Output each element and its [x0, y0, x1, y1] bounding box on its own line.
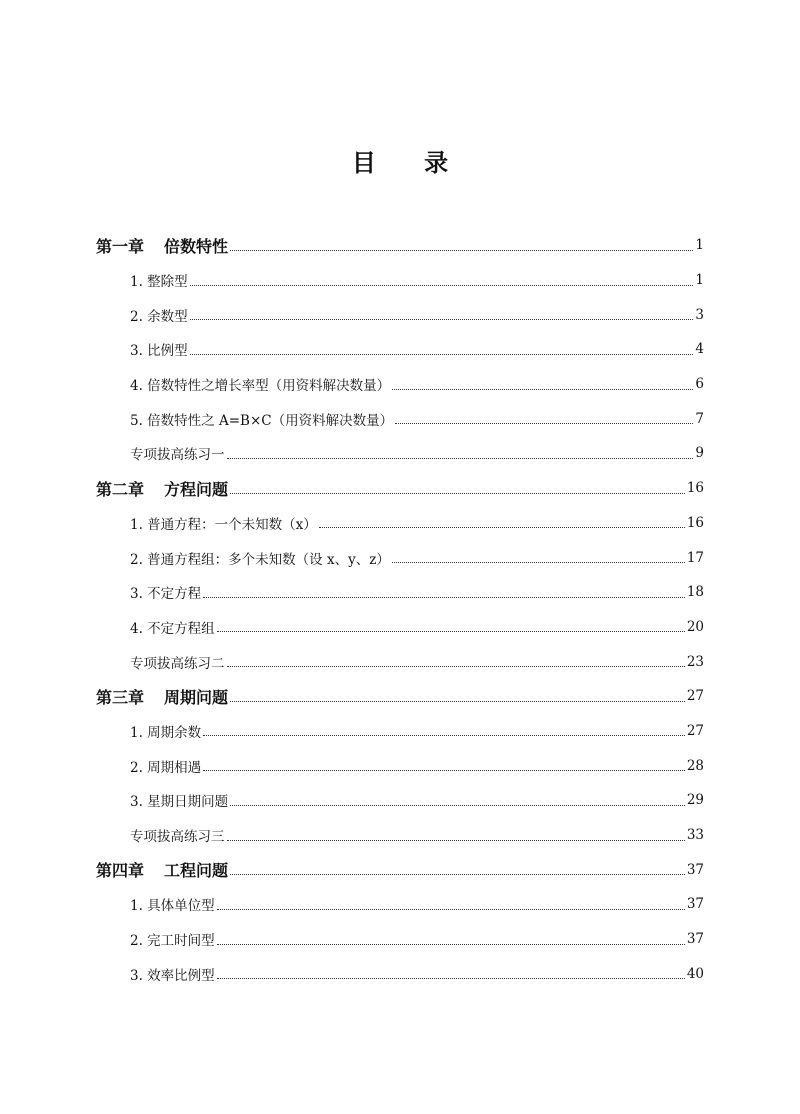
toc-section[interactable] — [0, 887, 800, 922]
dot-leader — [230, 250, 693, 251]
toc-section[interactable] — [0, 436, 800, 471]
toc-section[interactable] — [0, 367, 800, 402]
page-number: 9 — [695, 445, 704, 462]
toc-section[interactable] — [0, 575, 800, 610]
toc-section[interactable] — [0, 540, 800, 575]
section-title: 4. 不定方程组 — [130, 620, 215, 637]
dot-leader — [230, 701, 685, 702]
section-title: 2. 普通方程组：多个未知数（设 x、y、z） — [130, 551, 390, 568]
page-number: 33 — [686, 827, 704, 844]
page-number: 37 — [686, 931, 704, 948]
chapter-title: 周期问题 — [164, 687, 229, 707]
toc-section[interactable] — [0, 922, 800, 957]
page-number: 27 — [686, 722, 704, 739]
page-number: 40 — [686, 965, 704, 982]
dot-leader — [392, 389, 693, 390]
section-title: 专项拔高练习一 — [130, 447, 225, 464]
page-number: 37 — [686, 861, 704, 878]
page-number: 4 — [695, 341, 704, 358]
page-number: 16 — [686, 514, 704, 531]
chapter-title: 倍数特性 — [164, 236, 229, 256]
toc-section[interactable] — [0, 297, 800, 332]
toc-chapter-3[interactable] — [0, 679, 800, 714]
page-number: 28 — [686, 757, 704, 774]
section-title: 3. 比例型 — [130, 343, 188, 360]
section-title: 1. 具体单位型 — [130, 898, 215, 915]
chapter-number: 第一章 — [96, 236, 145, 256]
chapter-number: 第二章 — [96, 479, 145, 499]
dot-leader — [319, 527, 685, 528]
dot-leader — [203, 770, 685, 771]
toc-section[interactable] — [0, 401, 800, 436]
dot-leader — [203, 735, 685, 736]
page-number: 29 — [686, 792, 704, 809]
dot-leader — [190, 285, 694, 286]
toc-section[interactable] — [0, 783, 800, 818]
dot-leader — [227, 666, 685, 667]
toc-section[interactable] — [0, 263, 800, 298]
toc-section[interactable] — [0, 818, 800, 853]
section-title: 2. 余数型 — [130, 308, 188, 325]
section-title: 1. 普通方程：一个未知数（x） — [130, 516, 317, 533]
dot-leader — [190, 319, 694, 320]
dot-leader — [392, 562, 685, 563]
chapter-title: 方程问题 — [164, 479, 229, 499]
section-title: 2. 周期相遇 — [130, 759, 202, 776]
dot-leader — [227, 458, 694, 459]
section-title: 专项拔高练习三 — [130, 829, 225, 846]
page-title: 目 录 — [351, 148, 469, 177]
dot-leader — [217, 944, 685, 945]
table-of-contents — [0, 228, 800, 991]
page-number: 18 — [686, 584, 704, 601]
section-title: 4. 倍数特性之增长率型（用资料解决数量） — [130, 378, 391, 395]
toc-section[interactable] — [0, 714, 800, 749]
page-number: 16 — [686, 480, 704, 497]
dot-leader — [230, 874, 685, 875]
dot-leader — [203, 597, 685, 598]
dot-leader — [190, 354, 694, 355]
section-title: 3. 不定方程 — [130, 586, 202, 603]
toc-section[interactable] — [0, 332, 800, 367]
section-title: 3. 效率比例型 — [130, 967, 215, 984]
toc-chapter-4[interactable] — [0, 852, 800, 887]
section-title: 2. 完工时间型 — [130, 933, 215, 950]
toc-chapter-2[interactable] — [0, 471, 800, 506]
page-number: 1 — [695, 272, 704, 289]
chapter-number: 第四章 — [96, 861, 145, 881]
page-number: 17 — [686, 549, 704, 566]
dot-leader — [395, 423, 693, 424]
dot-leader — [230, 805, 685, 806]
chapter-title: 工程问题 — [164, 861, 229, 881]
page-number: 3 — [695, 306, 704, 323]
toc-section[interactable] — [0, 506, 800, 541]
page-number: 27 — [686, 688, 704, 705]
toc-section[interactable] — [0, 644, 800, 679]
page-number: 37 — [686, 896, 704, 913]
section-title: 专项拔高练习二 — [130, 655, 225, 672]
page-number: 23 — [686, 653, 704, 670]
page-number: 6 — [695, 376, 704, 393]
dot-leader — [230, 493, 685, 494]
chapter-label — [96, 858, 228, 881]
dot-leader — [217, 978, 685, 979]
section-title: 1. 整除型 — [130, 274, 188, 291]
section-title: 1. 周期余数 — [130, 724, 202, 741]
section-title: 5. 倍数特性之 A=B×C（用资料解决数量） — [130, 412, 394, 429]
toc-section[interactable] — [0, 610, 800, 645]
section-title: 3. 星期日期问题 — [130, 794, 229, 811]
chapter-label — [96, 234, 228, 257]
page-number: 1 — [695, 237, 704, 254]
dot-leader — [227, 840, 685, 841]
chapter-label — [96, 477, 228, 500]
dot-leader — [217, 909, 685, 910]
toc-section[interactable] — [0, 956, 800, 991]
page-number: 7 — [695, 410, 704, 427]
chapter-number: 第三章 — [96, 687, 145, 707]
page-number: 20 — [686, 618, 704, 635]
chapter-label — [96, 685, 228, 708]
toc-chapter-1[interactable] — [0, 228, 800, 263]
toc-section[interactable] — [0, 748, 800, 783]
dot-leader — [217, 631, 685, 632]
